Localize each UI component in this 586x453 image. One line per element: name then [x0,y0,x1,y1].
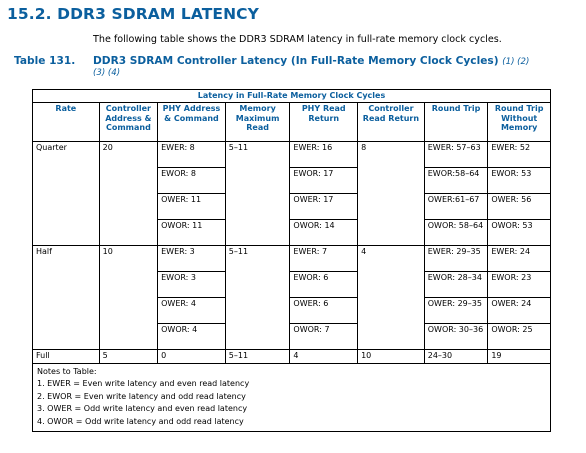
phy-address-cell: EWER: 3 [158,246,226,272]
round-trip-wo-cell: EWOR: 53 [488,168,551,194]
controller-cell: 5 [99,350,157,364]
round-trip-wo-cell: OWER: 56 [488,194,551,220]
latency-table [32,89,551,432]
round-trip-wo-cell: EWOR: 23 [488,272,551,298]
note-item: 1. EWER = Even write latency and even read latency [37,379,250,389]
round-trip-wo-cell: OWER: 24 [488,298,551,324]
phy-address-cell: EWOR: 8 [158,168,226,194]
table-note-refs[interactable]: (1) (2) [502,57,530,67]
round-trip-cell: OWOR: 30–36 [424,324,488,350]
column-header-row [33,103,551,142]
col-header: PHY Address & Command [158,103,226,142]
col-header: Controller Read Return [358,103,425,142]
round-trip-cell: 24–30 [424,350,488,364]
note-item: 2. EWOR = Even write latency and odd read latency [37,391,246,401]
phy-read-cell: OWER: 6 [290,298,358,324]
table-number: Table 131. [14,55,76,67]
table-row [33,142,551,168]
phy-address-cell: OWER: 11 [158,194,226,220]
phy-read-cell: EWER: 16 [290,142,358,168]
phy-read-cell: EWOR: 17 [290,168,358,194]
round-trip-wo-cell: OWOR: 53 [488,220,551,246]
round-trip-wo-cell: EWER: 52 [488,142,551,168]
round-trip-cell: EWOR:58–64 [424,168,488,194]
col-header: PHY Read Return [290,103,358,142]
controller-read-cell: 4 [358,246,425,350]
section-title: 15.2. DDR3 SDRAM LATENCY [7,5,259,23]
table-title-line [93,55,529,67]
phy-address-cell: OWER: 4 [158,298,226,324]
section-intro: The following table shows the DDR3 SDRAM latency in full-rate memory clock cycles. [93,34,502,45]
round-trip-cell: OWER:61–67 [424,194,488,220]
phy-address-cell: OWOR: 11 [158,220,226,246]
col-header: Round Trip Without Memory [488,103,551,142]
rate-cell: Quarter [33,142,100,246]
controller-read-cell: 8 [358,142,425,246]
round-trip-wo-cell: OWOR: 25 [488,324,551,350]
col-header: Memory Maximum Read [225,103,290,142]
phy-read-cell: OWOR: 14 [290,220,358,246]
rate-cell: Half [33,246,100,350]
table-note-refs-2[interactable]: (3) (4) [93,68,121,78]
col-header: Controller Address & Command [99,103,157,142]
round-trip-cell: OWER: 29–35 [424,298,488,324]
phy-address-cell: EWER: 8 [158,142,226,168]
phy-read-cell: 4 [290,350,358,364]
round-trip-cell: EWOR: 28–34 [424,272,488,298]
controller-cell: 10 [99,246,157,350]
table-notes [33,364,551,432]
memory-max-cell: 5–11 [225,142,290,246]
phy-read-cell: OWOR: 7 [290,324,358,350]
round-trip-cell: EWER: 57–63 [424,142,488,168]
table-row [33,246,551,272]
round-trip-cell: EWER: 29–35 [424,246,488,272]
round-trip-cell: OWOR: 58–64 [424,220,488,246]
notes-title: Notes to Table: [37,367,97,376]
phy-read-cell: EWOR: 6 [290,272,358,298]
memory-max-cell: 5–11 [225,246,290,350]
controller-cell: 20 [99,142,157,246]
group-header: Latency in Full-Rate Memory Clock Cycles [33,90,551,103]
note-item: 3. OWER = Odd write latency and even read latency [37,404,248,414]
phy-read-cell: OWER: 17 [290,194,358,220]
phy-address-cell: EWOR: 3 [158,272,226,298]
memory-max-cell: 5–11 [225,350,290,364]
phy-address-cell: 0 [158,350,226,364]
phy-address-cell: OWOR: 4 [158,324,226,350]
phy-read-cell: EWER: 7 [290,246,358,272]
col-header: Rate [33,103,100,142]
table-row [33,350,551,364]
controller-read-cell: 10 [358,350,425,364]
note-item: 4. OWOR = Odd write latency and odd read latency [37,416,244,426]
col-header: Round Trip [424,103,488,142]
round-trip-wo-cell: 19 [488,350,551,364]
rate-cell: Full [33,350,100,364]
table-title: DDR3 SDRAM Controller Latency (In Full-Rate Memory Clock Cycles) [93,55,499,67]
round-trip-wo-cell: EWER: 24 [488,246,551,272]
notes-row [33,364,551,432]
